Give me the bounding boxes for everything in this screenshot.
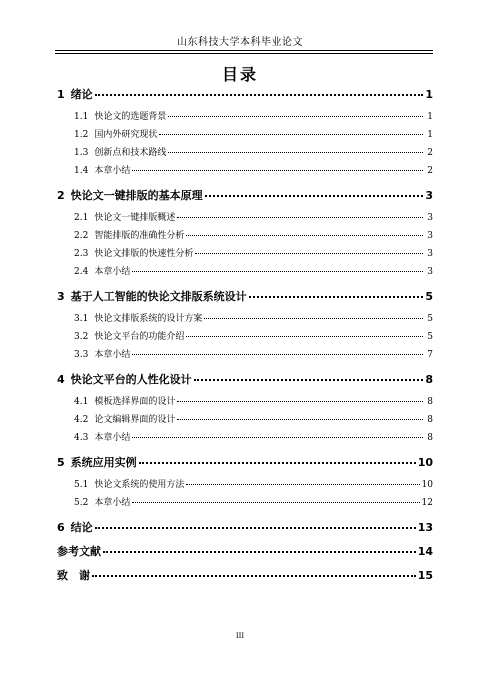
toc-chapter-row[interactable] (57, 454, 433, 470)
toc-section-row[interactable] (57, 329, 433, 342)
toc-page-number: 5 (427, 314, 433, 324)
toc-entry-title: 智能排版的准确性分析 (94, 231, 185, 241)
toc-entry-title: 系统应用实例 (70, 456, 137, 469)
running-header: 山东科技大学本科毕业论文 (177, 37, 303, 48)
toc-section-row[interactable] (57, 477, 433, 490)
toc-section-row[interactable] (57, 210, 433, 223)
toc-entry-number: 5.2 (74, 498, 89, 508)
toc-entry-number: 4.3 (74, 433, 89, 443)
toc-entry-number: 4 (57, 373, 65, 386)
toc-page-number: 2 (427, 166, 433, 176)
toc-entry-number: 1.2 (74, 130, 89, 140)
toc-page-number: 1 (425, 88, 433, 101)
toc-page-number: 14 (417, 545, 433, 558)
dot-leader (132, 271, 423, 272)
dot-leader (249, 296, 423, 298)
dot-leader (95, 94, 423, 96)
dot-leader (132, 502, 419, 503)
toc-entry-number: 2.4 (74, 267, 89, 277)
toc-entry-number: 1.3 (74, 148, 89, 158)
dot-leader (139, 462, 416, 464)
toc-page-number: 13 (417, 521, 433, 534)
dot-leader (132, 170, 423, 171)
toc-chapter-row[interactable] (57, 567, 433, 583)
toc-entry-number: 1.4 (74, 166, 89, 176)
toc-entry-title: 快论文系统的使用方法 (94, 480, 185, 490)
toc-page-number: 8 (427, 433, 433, 443)
dot-leader (168, 116, 423, 117)
toc-page-number: 3 (425, 189, 433, 202)
toc-entry-number: 3.2 (74, 332, 89, 342)
toc-entry-title: 快论文的选题背景 (94, 112, 167, 122)
toc-section-row[interactable] (57, 347, 433, 360)
toc-entry-title: 创新点和技术路线 (94, 148, 167, 158)
toc-section-row[interactable] (57, 228, 433, 241)
toc-entry-number: 2.3 (74, 249, 89, 259)
toc-entry-title: 快论文排版的快速性分析 (94, 249, 194, 259)
toc-page-number: 7 (427, 350, 433, 360)
toc-page-number: 10 (417, 456, 433, 469)
toc-section-row[interactable] (57, 145, 433, 158)
dot-leader (168, 152, 423, 153)
dot-leader (186, 484, 419, 485)
toc-entry-title: 国内外研究现状 (94, 130, 158, 140)
toc-page-number: 3 (427, 213, 433, 223)
toc-section-row[interactable] (57, 412, 433, 425)
toc-entry-number: 3 (57, 290, 65, 303)
toc-entry-title: 论文编辑界面的设计 (94, 415, 176, 425)
toc-entry-title: 致 谢 (57, 569, 90, 582)
dot-leader (177, 401, 423, 402)
toc-section-row[interactable] (57, 394, 433, 407)
toc-entry-number: 4.1 (74, 397, 89, 407)
toc-page-number: 3 (427, 249, 433, 259)
dot-leader (186, 336, 423, 337)
toc-entry-title: 快论文一键排版概述 (94, 213, 176, 223)
toc-entry-title: 本章小结 (94, 267, 131, 277)
toc-page-number: 2 (427, 148, 433, 158)
toc-section-row[interactable] (57, 246, 433, 259)
toc-entry-title: 模板选择界面的设计 (94, 397, 176, 407)
toc-entry-title: 快论文排版系统的设计方案 (94, 314, 203, 324)
toc-entry-title: 快论文平台的人性化设计 (70, 373, 192, 386)
dot-leader (132, 437, 423, 438)
toc-section-row[interactable] (57, 430, 433, 443)
dot-leader (204, 318, 423, 319)
dot-leader (159, 134, 423, 135)
toc-chapter-row[interactable] (57, 86, 433, 102)
toc-entry-title: 快论文一键排版的基本原理 (70, 189, 203, 202)
toc-entry-title: 本章小结 (94, 433, 131, 443)
toc-section-row[interactable] (57, 264, 433, 277)
toc-chapter-row[interactable] (57, 543, 433, 559)
toc-page-number: 8 (425, 373, 433, 386)
toc-entry-number: 3.3 (74, 350, 89, 360)
dot-leader (132, 354, 423, 355)
toc-entry-number: 3.1 (74, 314, 89, 324)
toc-entry-title: 参考文献 (57, 545, 101, 558)
dot-leader (95, 527, 416, 529)
toc-chapter-row[interactable] (57, 371, 433, 387)
toc-page-number: 5 (427, 332, 433, 342)
toc-entry-number: 1.1 (74, 112, 89, 122)
toc-page-number: 3 (427, 231, 433, 241)
dot-leader (177, 217, 423, 218)
toc-entry-number: 2.1 (74, 213, 89, 223)
toc-title: 目录 (221, 65, 258, 84)
toc-page-number: 3 (427, 267, 433, 277)
dot-leader (194, 379, 423, 381)
toc-chapter-row[interactable] (57, 288, 433, 304)
toc-entry-title: 绪论 (70, 88, 93, 101)
toc-entry-number: 2 (57, 189, 65, 202)
toc-section-row[interactable] (57, 163, 433, 176)
toc-page-number: 10 (421, 480, 433, 490)
toc-section-row[interactable] (57, 311, 433, 324)
toc-page-number: 1 (427, 130, 433, 140)
header-rule-thick (55, 50, 433, 51)
toc-entry-title: 本章小结 (94, 350, 131, 360)
toc-chapter-row[interactable] (57, 519, 433, 535)
toc-entry-title: 本章小结 (94, 498, 131, 508)
toc-entry-number: 1 (57, 88, 65, 101)
dot-leader (195, 253, 423, 254)
header-rule-thin (55, 53, 433, 54)
toc-section-row[interactable] (57, 109, 433, 122)
toc-entry-number: 2.2 (74, 231, 89, 241)
toc-entry-number: 5.1 (74, 480, 89, 490)
toc-page-number: 1 (427, 112, 433, 122)
toc-section-row[interactable] (57, 127, 433, 140)
toc-page-number: 8 (427, 415, 433, 425)
toc-entry-title: 结论 (70, 521, 93, 534)
toc-page-number: 12 (421, 498, 433, 508)
toc-entry-title: 本章小结 (94, 166, 131, 176)
toc-entry-title: 快论文平台的功能介绍 (94, 332, 185, 342)
toc-entry-number: 5 (57, 456, 65, 469)
dot-leader (205, 195, 423, 197)
dot-leader (92, 575, 416, 577)
toc-section-row[interactable] (57, 495, 433, 508)
toc-entry-number: 6 (57, 521, 65, 534)
toc-entry-title: 基于人工智能的快论文排版系统设计 (70, 290, 247, 303)
toc-page-number: 15 (417, 569, 433, 582)
page-number: III (235, 632, 245, 640)
toc-entry-number: 4.2 (74, 415, 89, 425)
toc-page-number: 5 (425, 290, 433, 303)
toc-chapter-row[interactable] (57, 187, 433, 203)
dot-leader (103, 551, 416, 553)
dot-leader (186, 235, 423, 236)
toc-page-number: 8 (427, 397, 433, 407)
dot-leader (177, 419, 423, 420)
